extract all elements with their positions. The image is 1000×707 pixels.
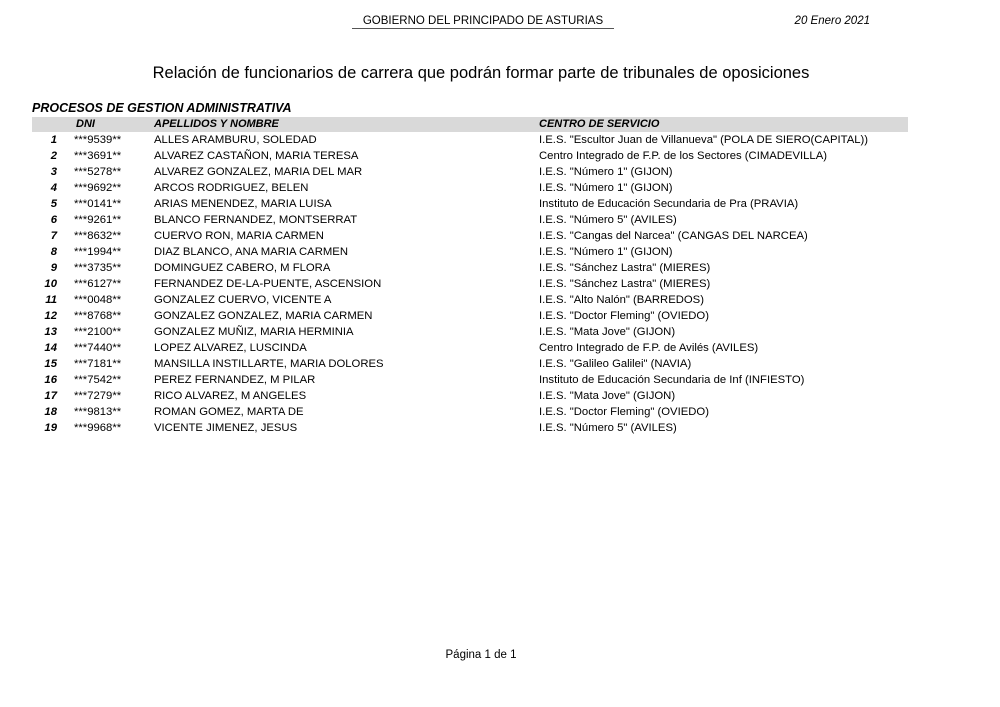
row-centro: Centro Integrado de F.P. de los Sectores (CIMADEVILLA) — [539, 150, 828, 162]
row-name: MANSILLA INSTILLARTE, MARIA DOLORES — [154, 358, 384, 370]
row-name: GONZALEZ MUÑIZ, MARIA HERMINIA — [154, 326, 354, 338]
row-dni: ***1994** — [74, 246, 122, 258]
row-number: 13 — [44, 326, 57, 338]
row-dni: ***9692** — [74, 182, 122, 194]
row-number: 14 — [44, 342, 57, 354]
row-number: 15 — [44, 358, 57, 370]
row-name: GONZALEZ CUERVO, VICENTE A — [154, 294, 332, 306]
row-centro: I.E.S. "Sánchez Lastra" (MIERES) — [539, 278, 711, 290]
row-name: VICENTE JIMENEZ, JESUS — [154, 422, 298, 434]
row-dni: ***3735** — [74, 262, 122, 274]
row-name: DIAZ BLANCO, ANA MARIA CARMEN — [154, 246, 348, 258]
row-number: 6 — [50, 214, 57, 226]
row-centro: I.E.S. "Cangas del Narcea" (CANGAS DEL NARCEA) — [539, 230, 808, 242]
row-dni: ***7279** — [74, 390, 122, 402]
row-number: 10 — [44, 278, 57, 290]
page-number: Página 1 de 1 — [445, 649, 517, 661]
row-centro: I.E.S. "Mata Jove" (GIJON) — [539, 390, 676, 402]
row-name: ROMAN GOMEZ, MARTA DE — [154, 406, 304, 418]
row-name: ALVAREZ GONZALEZ, MARIA DEL MAR — [154, 166, 363, 178]
table-row — [0, 213, 1000, 229]
row-dni: ***7181** — [74, 358, 122, 370]
column-header-centro: CENTRO DE SERVICIO — [539, 118, 660, 130]
table-row — [0, 261, 1000, 277]
row-dni: ***8632** — [74, 230, 122, 242]
row-centro: I.E.S. "Sánchez Lastra" (MIERES) — [539, 262, 711, 274]
table-row — [0, 325, 1000, 341]
row-dni: ***9261** — [74, 214, 122, 226]
row-centro: I.E.S. "Galileo Galilei" (NAVIA) — [539, 358, 692, 370]
row-number: 1 — [50, 134, 57, 146]
row-centro: I.E.S. "Mata Jove" (GIJON) — [539, 326, 676, 338]
row-dni: ***7542** — [74, 374, 122, 386]
row-number: 7 — [50, 230, 57, 242]
table-row — [0, 229, 1000, 245]
row-centro: Instituto de Educación Secundaria de Pra (PRAVIA) — [539, 198, 799, 210]
table-row — [0, 405, 1000, 421]
row-number: 18 — [44, 406, 57, 418]
row-number: 5 — [50, 198, 57, 210]
row-number: 19 — [44, 422, 57, 434]
row-centro: I.E.S. "Número 1" (GIJON) — [539, 246, 673, 258]
page-title: Relación de funcionarios de carrera que podrán formar parte de tribunales de oposiciones — [152, 64, 810, 82]
row-centro: I.E.S. "Número 1" (GIJON) — [539, 182, 673, 194]
row-name: ALLES ARAMBURU, SOLEDAD — [154, 134, 317, 146]
row-number: 2 — [50, 150, 57, 162]
table-row — [0, 293, 1000, 309]
row-centro: I.E.S. "Número 5" (AVILES) — [539, 214, 677, 226]
row-dni: ***9968** — [74, 422, 122, 434]
row-centro: I.E.S. "Alto Nalón" (BARREDOS) — [539, 294, 704, 306]
table-row — [0, 197, 1000, 213]
row-number: 12 — [44, 310, 57, 322]
row-centro: I.E.S. "Número 1" (GIJON) — [539, 166, 673, 178]
table-row — [0, 421, 1000, 437]
row-centro: I.E.S. "Escultor Juan de Villanueva" (POLA DE SIERO(CAPITAL)) — [539, 134, 869, 146]
row-centro: I.E.S. "Doctor Fleming" (OVIEDO) — [539, 310, 709, 322]
row-name: RICO ALVAREZ, M ANGELES — [154, 390, 307, 402]
row-dni: ***8768** — [74, 310, 122, 322]
row-dni: ***0048** — [74, 294, 122, 306]
header-date: 20 Enero 2021 — [794, 15, 870, 27]
table-row — [0, 389, 1000, 405]
row-name: PEREZ FERNANDEZ, M PILAR — [154, 374, 316, 386]
row-dni: ***2100** — [74, 326, 122, 338]
row-name: ARIAS MENENDEZ, MARIA LUISA — [154, 198, 332, 210]
row-number: 8 — [50, 246, 57, 258]
table-row — [0, 341, 1000, 357]
row-name: BLANCO FERNANDEZ, MONTSERRAT — [154, 214, 358, 226]
table-row — [0, 133, 1000, 149]
table-row — [0, 309, 1000, 325]
column-header-dni: DNI — [76, 118, 95, 130]
row-name: GONZALEZ GONZALEZ, MARIA CARMEN — [154, 310, 373, 322]
row-dni: ***5278** — [74, 166, 122, 178]
row-name: CUERVO RON, MARIA CARMEN — [154, 230, 324, 242]
table-row — [0, 373, 1000, 389]
table-row — [0, 357, 1000, 373]
table-row — [0, 277, 1000, 293]
row-dni: ***9539** — [74, 134, 122, 146]
row-centro: Centro Integrado de F.P. de Avilés (AVILES) — [539, 342, 759, 354]
header-organization: GOBIERNO DEL PRINCIPADO DE ASTURIAS — [352, 15, 614, 29]
table-row — [0, 165, 1000, 181]
column-header-name: APELLIDOS Y NOMBRE — [154, 118, 279, 130]
row-number: 3 — [50, 166, 57, 178]
row-number: 16 — [44, 374, 57, 386]
row-centro: Instituto de Educación Secundaria de Inf (INFIESTO) — [539, 374, 805, 386]
row-number: 17 — [44, 390, 57, 402]
row-number: 9 — [50, 262, 57, 274]
row-name: LOPEZ ALVAREZ, LUSCINDA — [154, 342, 307, 354]
row-number: 11 — [45, 294, 57, 306]
section-title: PROCESOS DE GESTION ADMINISTRATIVA — [32, 101, 292, 115]
row-name: ARCOS RODRIGUEZ, BELEN — [154, 182, 309, 194]
row-centro: I.E.S. "Número 5" (AVILES) — [539, 422, 677, 434]
table-row — [0, 149, 1000, 165]
row-name: ALVAREZ CASTAÑON, MARIA TERESA — [154, 150, 359, 162]
row-dni: ***0141** — [74, 198, 122, 210]
row-dni: ***9813** — [74, 406, 122, 418]
row-name: FERNANDEZ DE-LA-PUENTE, ASCENSION — [154, 278, 382, 290]
row-dni: ***3691** — [74, 150, 122, 162]
table-row — [0, 181, 1000, 197]
row-dni: ***6127** — [74, 278, 122, 290]
table-header — [32, 117, 908, 132]
table-row — [0, 245, 1000, 261]
row-name: DOMINGUEZ CABERO, M FLORA — [154, 262, 331, 274]
table-body — [0, 133, 1000, 437]
row-dni: ***7440** — [74, 342, 122, 354]
row-number: 4 — [50, 182, 57, 194]
row-centro: I.E.S. "Doctor Fleming" (OVIEDO) — [539, 406, 709, 418]
